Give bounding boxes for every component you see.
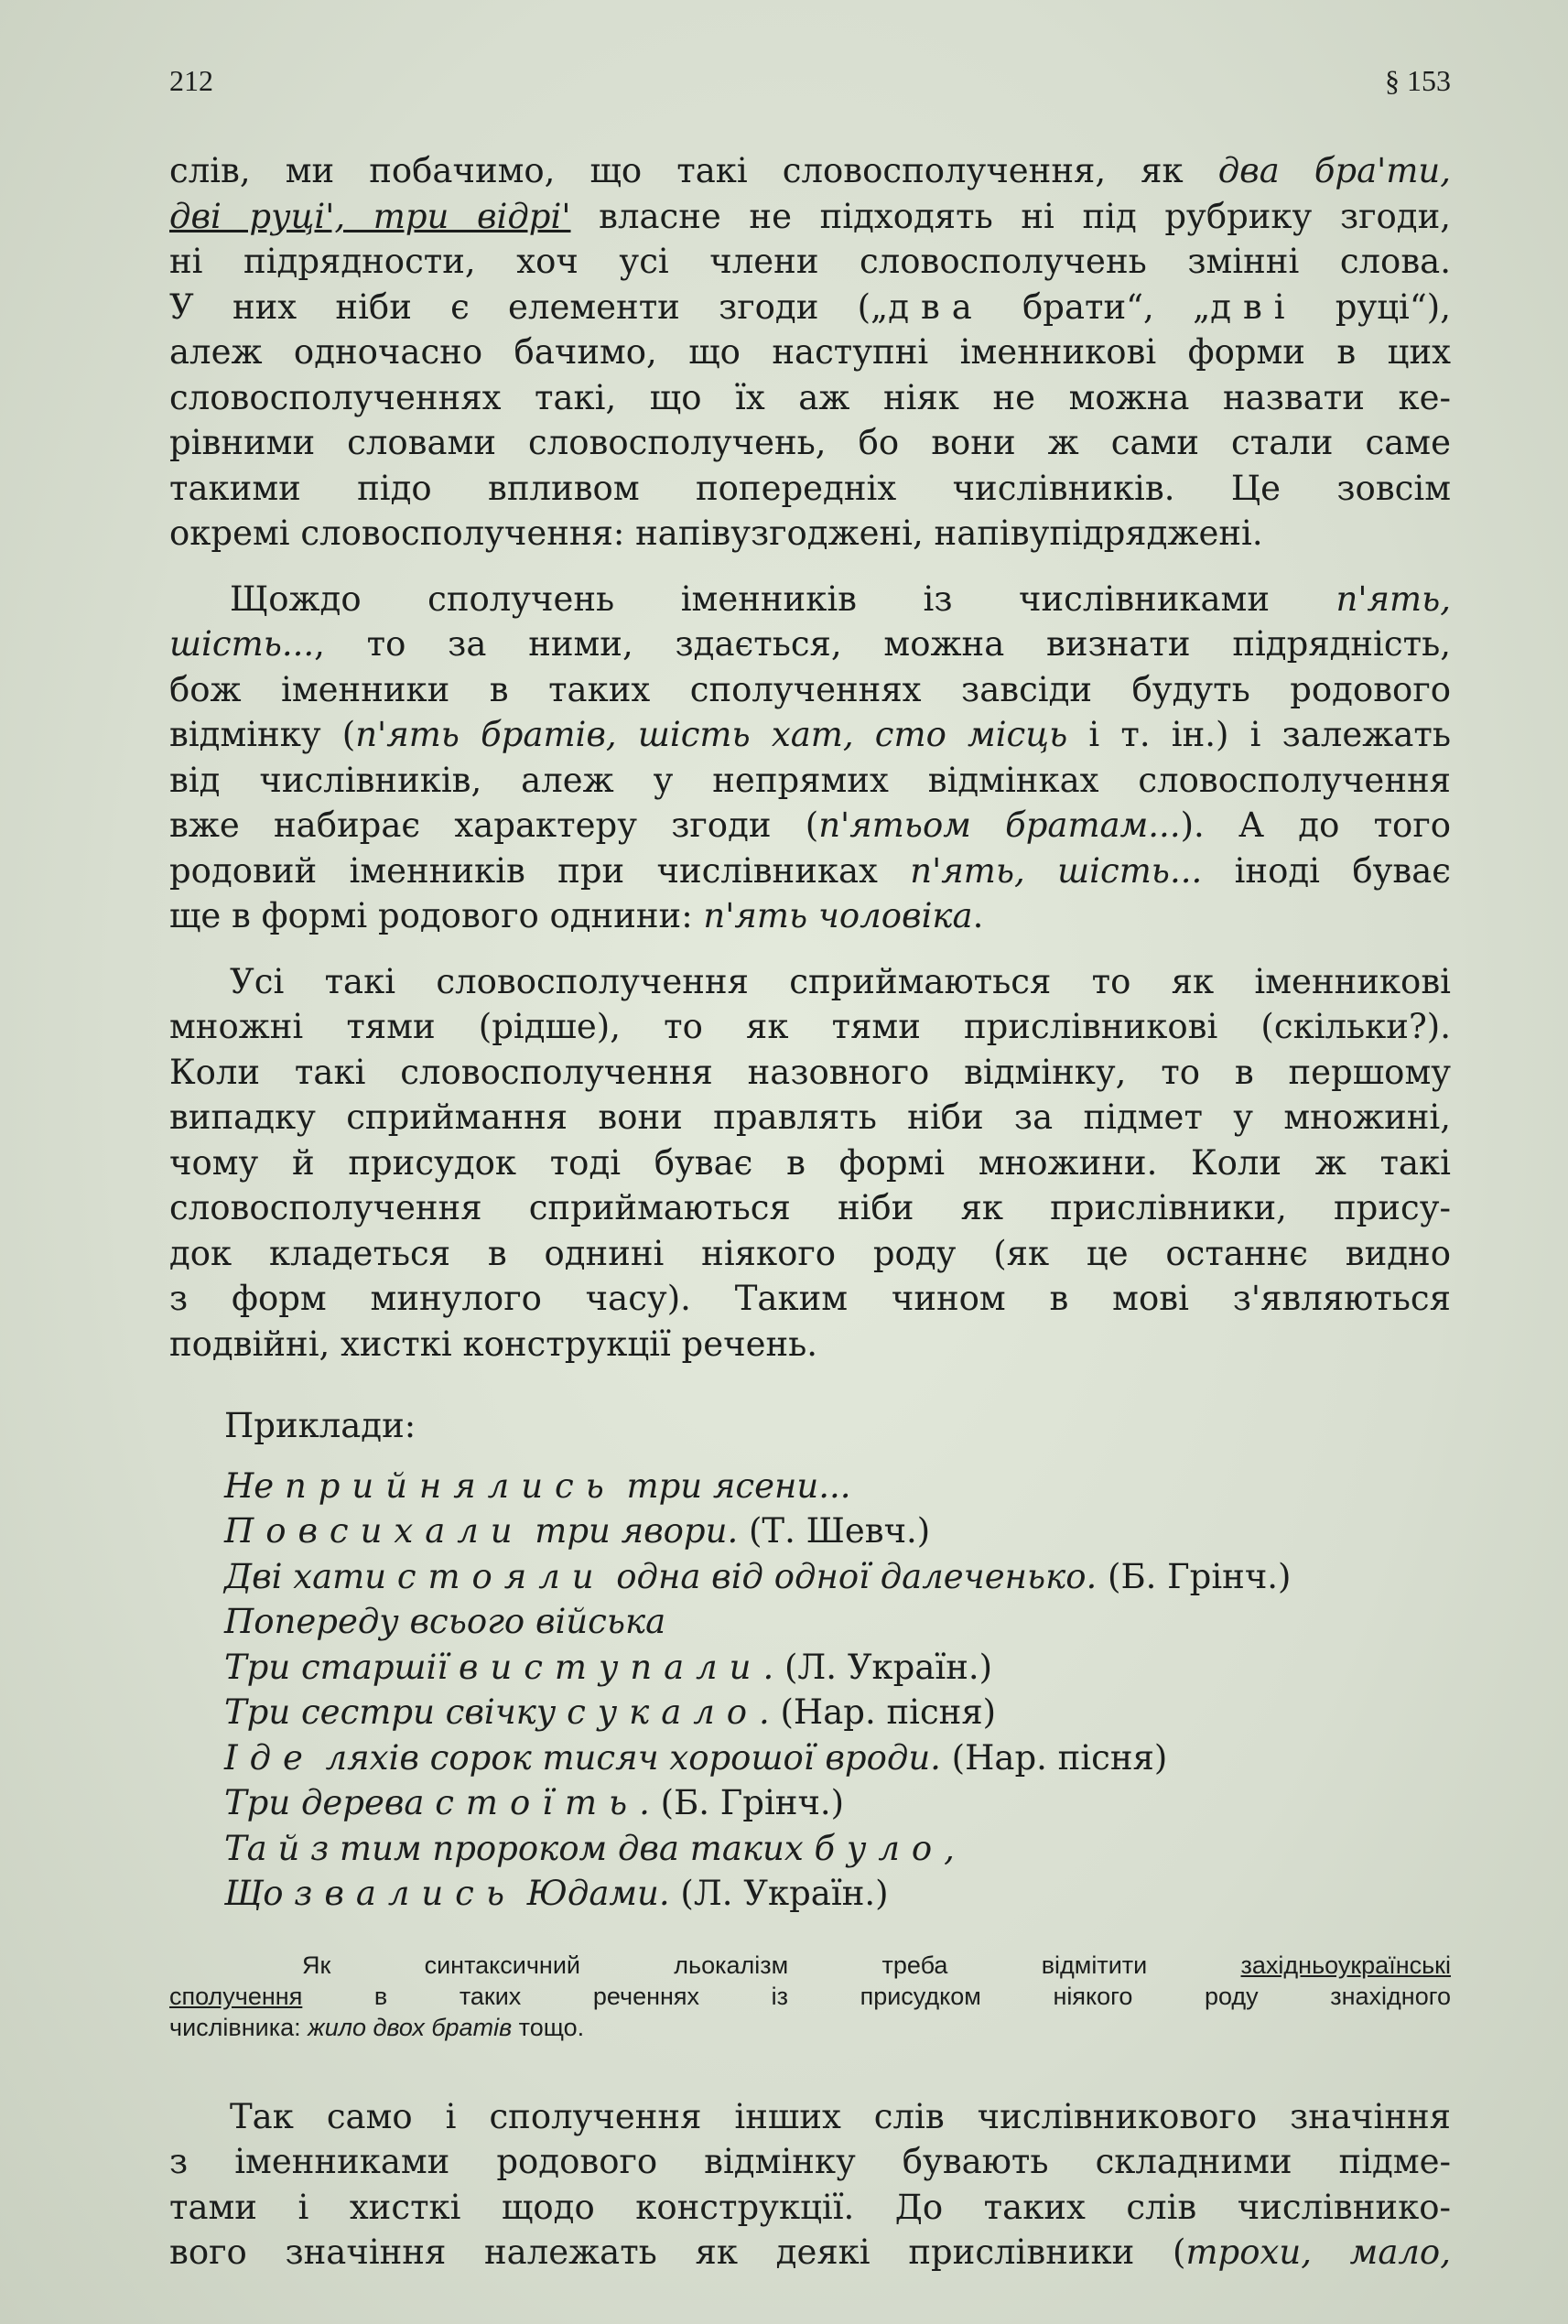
text-line: окремі словосполучення: напівузгоджені, напівупідряджені. [169, 513, 1263, 553]
footnote-line: Як синтаксичний льокалізм треба відмітити західньоукраїнські [302, 1951, 1451, 1979]
text-line: шість..., то за ними, здається, можна визнати підрядність, [169, 624, 1451, 664]
text-line: дві руці', три відрі' власне не підходять ні під рубрику згоди, [169, 196, 1451, 236]
text-line: Так само і сполучення інших слів числівникового значіння [230, 2096, 1451, 2136]
text-line: Усі такі словосполучення сприймаються то як іменникові [230, 961, 1451, 1001]
text-line: вже набирає характеру згоди (п'ятьом братам...). А до того [169, 805, 1451, 845]
text-line: ще в формі родового однини: п'ять чоловіка. [169, 896, 984, 935]
example-line: Три сестри свічку сукало. (Нар. пісня) [224, 1692, 997, 1732]
text-line: випадку сприймання вони правлять ніби за підмет у множині, [169, 1097, 1451, 1137]
footnote-line: числівника: жило двох братів тощо. [169, 2013, 585, 2041]
text-line: тами і хисткі щодо конструкції. До таких слів числівнико- [169, 2187, 1451, 2227]
example-line: Іде ляхів сорок тисяч хорошої вроди. (Нар. пісня) [224, 1737, 1168, 1778]
text-line: такими підо впливом попередніх числівників. Це зовсім [169, 468, 1451, 508]
text-line: вого значіння належать як деякі прислівники (трохи, мало, [169, 2232, 1451, 2272]
footnote [169, 1950, 1451, 2043]
examples-list [169, 1464, 1451, 1917]
section-number: § 153 [1385, 64, 1451, 97]
example-line: Попереду всього війська [224, 1602, 666, 1641]
text-line: ні підрядности, хоч усі члени словосполучень змінні слова. [169, 242, 1451, 281]
text-line: з форм минулого часу). Таким чином в мові з'являються [169, 1279, 1451, 1318]
text-line: словосполучення сприймаються ніби як прислівники, прису- [169, 1188, 1451, 1227]
example-line: Що звались Юдами. (Л. Україн.) [224, 1874, 889, 1913]
paragraph-3 [169, 959, 1451, 1367]
page-body [169, 148, 1451, 2275]
example-line: Три дерева стоїть. (Б. Грінч.) [224, 1783, 845, 1822]
example-line: Не прийнялись три ясени... [224, 1465, 851, 1506]
paragraph-1 [169, 148, 1451, 557]
text-line: Щождо сполучень іменників із числівниками п'ять, [230, 578, 1451, 619]
example-line: Та й з тим пророком два таких було, [224, 1828, 955, 1868]
example-line: Дві хати стояли одна від одної далеченько. (Б. Грінч.) [224, 1556, 1292, 1596]
text-line: множні тями (рідше), то як тями прислівникові (скільки?). [169, 1007, 1451, 1046]
text-line: У них ніби є елементи згоди („два брати“, „дві руці“), [169, 286, 1451, 327]
text-line: бож іменники в таких сполученнях завсіди будуть родового [169, 669, 1451, 709]
paragraph-4 [169, 2094, 1451, 2275]
text-line: відмінку (п'ять братів, шість хат, сто місць і т. ін.) і залежать [169, 715, 1451, 754]
text-line: рівними словами словосполучень, бо вони ж сами стали саме [169, 423, 1451, 462]
text-line: док кладеться в однині ніякого роду (як це останнє видно [169, 1233, 1451, 1273]
text-line: слів, ми побачимо, що такі словосполучення, як два бра'ти, [169, 151, 1452, 190]
text-line: словосполученнях такі, що їх аж ніяк не можна назвати ке- [169, 377, 1451, 417]
example-line: Повсихали три явори. (Т. Шевч.) [224, 1511, 931, 1551]
example-line: Три старшії виступали. (Л. Україн.) [224, 1647, 993, 1687]
page-number: 212 [169, 64, 213, 97]
text-line: від числівників, алеж у непрямих відмінках словосполучення [169, 760, 1451, 800]
text-line: алеж одночасно бачимо, що наступні іменникові форми в цих [169, 332, 1451, 372]
text-line: подвійні, хисткі конструкції речень. [169, 1324, 818, 1364]
examples-label: Приклади: [224, 1406, 416, 1445]
text-line: чому й присудок тоді буває в формі множини. Коли ж такі [169, 1142, 1451, 1183]
text-line: Коли такі словосполучення назовного відмінку, то в першому [169, 1052, 1451, 1092]
page-header [169, 64, 1451, 110]
text-line: родовий іменників при числівниках п'ять, шість... іноді буває [169, 850, 1451, 891]
text-line: з іменниками родового відмінку бувають складними підме- [169, 2142, 1451, 2181]
paragraph-2 [169, 577, 1451, 939]
footnote-line: сполучення в таких реченнях із присудком ніякого роду знахідного [169, 1982, 1451, 2010]
